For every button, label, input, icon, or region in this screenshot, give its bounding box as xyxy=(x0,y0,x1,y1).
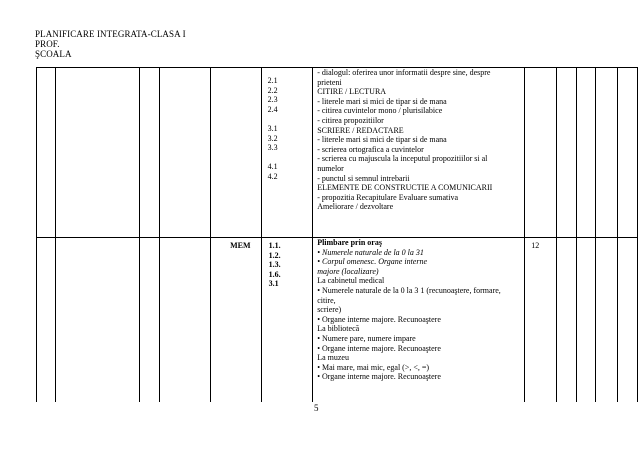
content-line: Ameliorare / dezvoltare xyxy=(317,202,394,212)
competence-code: 1.3. xyxy=(268,260,281,270)
hours-count: 12 xyxy=(525,238,556,403)
competence-code: 1.2. xyxy=(268,250,281,260)
competence-codes xyxy=(261,68,313,238)
content-line: • Organe interne majore. Recunoaştere xyxy=(317,343,441,353)
competence-code: 4.2 xyxy=(267,171,278,181)
content-line: • Organe interne majore. Recunoaştere xyxy=(317,314,441,324)
content-line: ELEMENTE DE CONSTRUCTIE A COMUNICARII xyxy=(317,183,493,193)
content-line: citire, xyxy=(317,295,336,305)
content-line: - scrierea ortografica a cuvintelor xyxy=(317,144,424,154)
content-line: - punctul si semnul intrebarii xyxy=(317,173,410,183)
competence-codes xyxy=(261,238,313,403)
code-spacer xyxy=(268,153,313,163)
content-line: - literele mari si mici de tipar si de mana xyxy=(317,96,447,106)
competence-code: 2.1 xyxy=(267,76,278,85)
content-line: • Corpul omenesc. Organe interne xyxy=(317,257,428,267)
subject-label: MEM xyxy=(211,238,262,403)
content-line: • Numere pare, numere impare xyxy=(317,333,416,343)
code-spacer xyxy=(268,114,313,124)
competence-code: 4.1 xyxy=(267,162,278,172)
content-line: CITIRE / LECTURA xyxy=(317,87,387,97)
content-line: - dialogul: oferirea unor informatii despre sine, despre xyxy=(317,68,491,77)
content-line: • Numerele naturale de la 0 la 3 1 (recunoaştere, formare, xyxy=(317,285,501,295)
competence-code: 2.3 xyxy=(267,95,278,105)
page-number: 5 xyxy=(314,403,319,413)
doc-school: ŞCOALA xyxy=(35,49,72,59)
table-row xyxy=(37,238,638,403)
doc-title: PLANIFICARE INTEGRATA-CLASA I xyxy=(35,29,186,39)
content-line: scriere) xyxy=(317,305,342,315)
content-line: La cabinetul medical xyxy=(317,276,385,286)
competence-code: 1.6. xyxy=(268,269,281,279)
content-line: • Numerele naturale de la 0 la 31 xyxy=(317,247,424,257)
content-line: • Organe interne majore. Recunoaştere xyxy=(317,372,441,382)
competence-code: 3.2 xyxy=(267,133,278,143)
content-line: SCRIERE / REDACTARE xyxy=(317,125,404,135)
content-line: - citirea cuvintelor mono / plurisilabice xyxy=(317,106,443,116)
content-line: La muzeu xyxy=(317,353,349,363)
content-line: La bibliotecă xyxy=(317,324,360,334)
content-line: - citirea propozitiilor xyxy=(317,115,384,125)
unit-title: Plimbare prin oraş xyxy=(317,238,382,247)
content-line: prieteni xyxy=(317,77,342,87)
table-row xyxy=(37,68,638,238)
competence-code: 3.1 xyxy=(268,279,279,289)
competence-code: 3.1 xyxy=(267,123,278,133)
planning-table xyxy=(36,67,638,402)
content-cell xyxy=(313,238,525,403)
competence-code: 2.4 xyxy=(267,104,278,114)
content-line: - scrierea cu majuscula la inceputul propozitiilor si al xyxy=(317,154,488,164)
competence-code: 2.2 xyxy=(267,85,278,95)
competence-code: 1.1. xyxy=(268,241,281,250)
content-line: numelor xyxy=(317,163,344,173)
content-cell xyxy=(313,68,525,238)
competence-code: 3.3 xyxy=(267,143,278,153)
content-line: majore (localizare) xyxy=(317,266,379,276)
doc-teacher: PROF. xyxy=(35,39,60,49)
content-line: • Mai mare, mai mic, egal (>, <, =) xyxy=(317,362,430,372)
content-line: - literele mari si mici de tipar si de mana xyxy=(317,135,447,145)
content-line: - propozitia Recapitulare Evaluare sumativa xyxy=(317,192,459,202)
